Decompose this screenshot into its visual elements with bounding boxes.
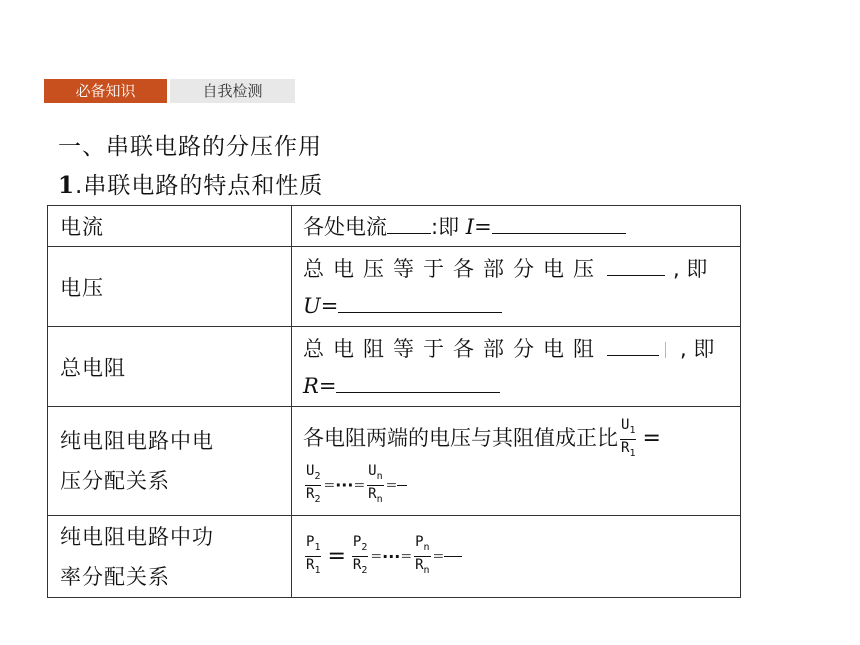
row-content-power-distribution [292, 516, 741, 598]
row-content-resistance [292, 327, 741, 407]
fraction-pn-rn: $\frac{P_n}{R_n}$ [415, 534, 430, 576]
row-label-voltage: 电压 [48, 247, 292, 327]
current-blank-2 [492, 213, 626, 234]
resistance-blank-2 [336, 372, 500, 393]
resistance-equals: = [318, 373, 337, 398]
text-cursor-icon [665, 342, 666, 358]
tab-self-test[interactable]: 自我检测 [170, 79, 295, 103]
equals-sign: = [400, 548, 413, 565]
equals-sign: = [642, 426, 661, 452]
current-blank-1 [387, 213, 431, 234]
equals-sign: = [323, 477, 336, 494]
tab-required-knowledge[interactable]: 必备知识 [44, 79, 167, 103]
resistance-variable: R [303, 373, 319, 398]
label-line-2: 压分配关系 [60, 469, 170, 493]
label-line-1: 纯电阻电路中电 [60, 429, 214, 453]
answer-blank [444, 556, 462, 557]
table-row-voltage [48, 247, 741, 327]
equals-sign: = [353, 477, 366, 494]
row-content-voltage [292, 247, 741, 327]
equals-sign: = [327, 544, 346, 569]
table-row-resistance [48, 327, 741, 407]
subsection-title: .串联电路的特点和性质 [75, 173, 324, 199]
row-content-current [292, 206, 741, 247]
fraction-u1-r1: $\frac{U_1}{R_1}$ [621, 416, 636, 459]
table-row-voltage-distribution [48, 407, 741, 516]
equals-sign: = [385, 477, 398, 494]
section-tabs [44, 79, 295, 103]
table-row-current [48, 206, 741, 247]
subsection-number: 1 [58, 172, 76, 199]
row-content-voltage-distribution [292, 407, 741, 516]
subsection-heading [58, 167, 323, 200]
row-label-current: 电流 [48, 206, 292, 247]
current-mid-text: :即 [431, 215, 466, 239]
voltage-variable: U [303, 293, 321, 318]
fraction-p1-r1: $\frac{P_1}{R_1}$ [306, 534, 321, 576]
answer-blank [397, 485, 407, 486]
equals-sign: = [432, 548, 445, 565]
voltage-after-text: , 即 [673, 256, 708, 281]
ellipsis: ··· [335, 475, 354, 495]
fraction-p2-r2: $\frac{P_2}{R_2}$ [352, 534, 368, 576]
resistance-text: 总电阻等于各部分电阻 [303, 336, 603, 361]
section-heading: 一、串联电路的分压作用 [58, 134, 322, 160]
current-variable: I [465, 215, 475, 239]
row-label-voltage-distribution [48, 407, 292, 516]
fraction-un-rn: $\frac{U_n}{R_n}$ [368, 463, 383, 505]
row-label-resistance: 总电阻 [48, 327, 292, 407]
fraction-u2-r2: $\frac{U_2}{R_2}$ [306, 463, 321, 505]
voltage-blank-1 [607, 255, 665, 276]
row-label-power-distribution [48, 516, 292, 598]
equals-sign: = [370, 548, 383, 565]
voltage-distribution-text: 各电阻两端的电压与其阻值成正比 [303, 426, 618, 451]
table-row-power-distribution [48, 516, 741, 598]
label-line-1: 纯电阻电路中功 [60, 524, 214, 549]
resistance-after-text: , 即 [680, 336, 715, 361]
properties-table [47, 205, 741, 598]
resistance-blank-1 [607, 335, 659, 356]
ellipsis: ··· [382, 547, 401, 566]
label-line-2: 率分配关系 [60, 564, 170, 589]
voltage-equals: = [320, 293, 339, 318]
current-equals: = [474, 215, 492, 239]
voltage-text: 总电压等于各部分电压 [303, 256, 603, 281]
voltage-blank-2 [338, 292, 502, 313]
current-text: 各处电流 [303, 215, 387, 239]
